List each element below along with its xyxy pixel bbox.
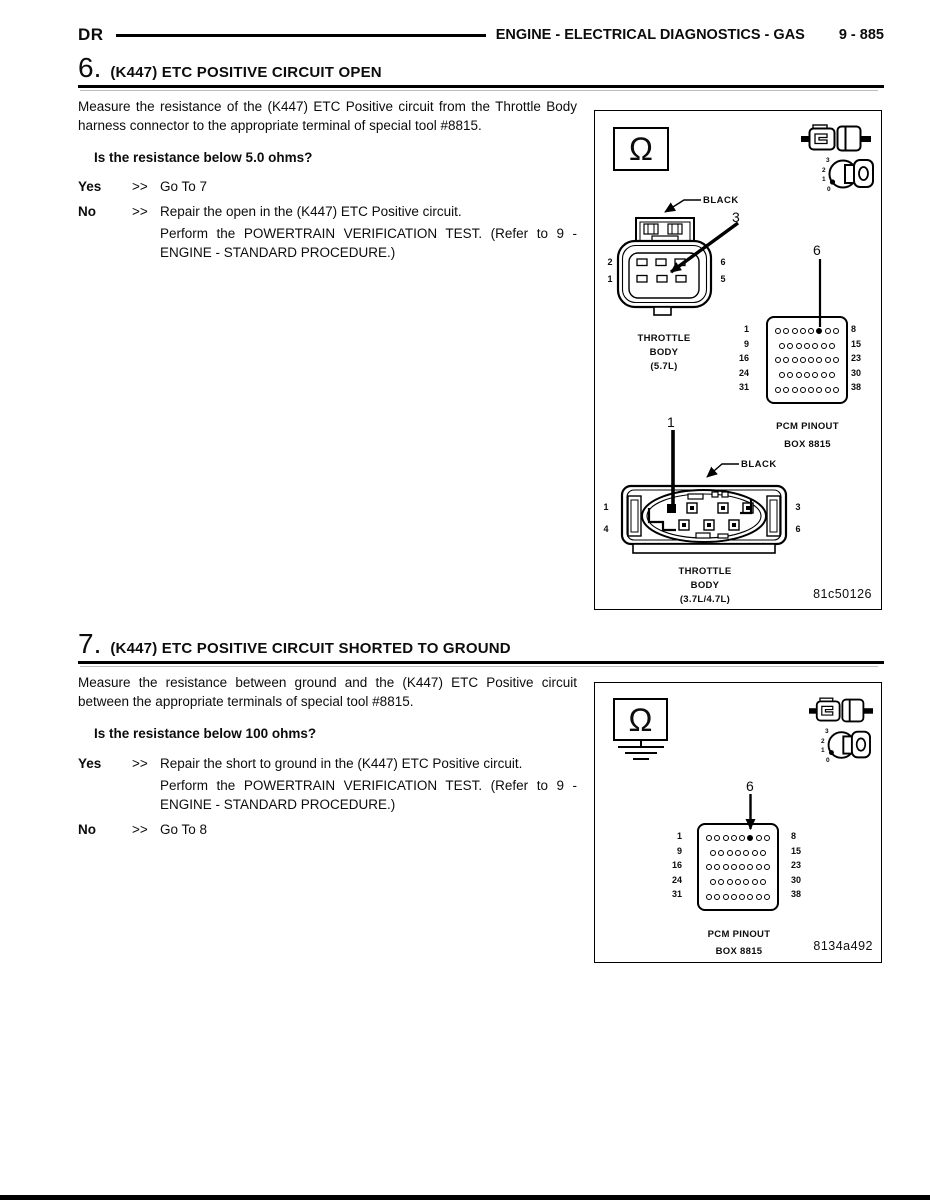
step-7-title [78,628,884,660]
pin-label: 1 [603,502,609,512]
pcm-pin [723,894,729,900]
pcm-pin [731,835,737,841]
pcm-pin-highlighted [747,835,753,841]
pcm-pin [829,372,835,378]
black-callout-label: BLACK [703,195,739,206]
black-callout-label: BLACK [741,459,777,470]
pcm-left-pin-numbers [660,823,682,911]
pcm-pin [756,864,762,870]
ground-symbol-icon [613,740,669,763]
step-7-question: Is the resistance below 100 ohms? [94,726,317,741]
result-text: Go To 7 [160,179,208,194]
list-item: 24 [671,874,682,885]
pcm-pin [800,328,806,334]
pcm-pin [821,372,827,378]
pcm-pin-row [699,889,777,904]
pcm-pin [825,387,831,393]
pcm-pinout-grid [766,316,848,404]
pin-label: 3 [795,502,801,512]
pin-label: 1 [607,274,613,284]
pcm-pin [783,387,789,393]
pcm-pin [825,357,831,363]
dial-tool-icon [827,725,873,765]
model-code: DR [78,25,104,44]
list-item: 1 [743,324,749,334]
throttle-body-37-caption [655,565,755,607]
pcm-pin [731,894,737,900]
pcm-pin [714,835,720,841]
result-arrow: >> [132,822,148,837]
pcm-pin [792,387,798,393]
pin-label: 4 [603,524,609,534]
pcm-pin [816,387,822,393]
pcm-pin [787,372,793,378]
list-item: 38 [851,382,862,393]
step-6-heading: (K447) ETC POSITIVE CIRCUIT OPEN [110,64,382,81]
list-item: (3.7L/4.7L) [679,594,731,605]
pcm-pin [739,835,745,841]
result-text: Perform the POWERTRAIN VERIFICATION TEST. (Refer to 9 - ENGINE - STANDARD PROCEDURE.) [160,226,577,260]
list-item: 9 [676,845,682,856]
list-item: (5.7L) [650,361,678,372]
pcm-pin [779,372,785,378]
result-arrow: >> [132,179,148,194]
pcm-pin [792,357,798,363]
pcm-pin [816,357,822,363]
list-item: BOX 8815 [784,439,831,450]
list-item: 38 [791,889,802,900]
pcm-pin-row [768,339,846,354]
pcm-pin [760,850,766,856]
result-label: Yes [78,756,102,771]
pcm-pin [804,343,810,349]
pcm-pin-row [699,831,777,846]
step-7-heading: (K447) ETC POSITIVE CIRCUIT SHORTED TO GROUND [110,640,511,657]
pcm-pin [756,894,762,900]
pcm-pin-row [699,875,777,890]
list-item: BODY [649,347,679,358]
step-6-body: Measure the resistance of the (K447) ETC Positive circuit from the Throttle Body harness connector to the appropriate terminal of special tool #8815. [78,99,577,133]
result-label: No [78,204,96,219]
pcm-pin [833,387,839,393]
pcm-pin [796,372,802,378]
list-item: 23 [851,353,862,364]
pcm-pin [800,387,806,393]
pcm-pin [743,850,749,856]
list-item: 16 [738,353,749,364]
result-no [78,202,577,262]
list-item: BODY [690,580,720,591]
pcm-pin [775,357,781,363]
pcm-pin [727,850,733,856]
step-6-number: 6. [78,52,102,83]
pcm-pin [714,894,720,900]
step-7-body: Measure the resistance between ground and the (K447) ETC Positive circuit between the appropriate terminals of special tool #8815. [78,675,577,709]
list-item: 30 [791,874,802,885]
pcm-pin [739,864,745,870]
step-6-question: Is the resistance below 5.0 ohms? [94,150,313,165]
list-item: 30 [851,367,862,378]
list-item: THROTTLE [678,566,732,577]
list-item: 3 [825,728,829,735]
list-item: 2 [822,166,826,174]
pcm-pin [706,835,712,841]
pcm-pin [752,850,758,856]
list-item: PCM PINOUT [776,421,839,432]
pcm-pin [792,328,798,334]
list-item: 31 [671,889,682,900]
pcm-pin [812,372,818,378]
section-title: ENGINE - ELECTRICAL DIAGNOSTICS - GAS [495,27,805,43]
throttle-body-57-caption [614,332,714,374]
page-number: 9 - 885 [838,27,884,43]
throttle-body-connector-oval [619,484,789,556]
result-no [78,820,577,839]
result-label: Yes [78,179,102,194]
pcm-pinout-grid [697,823,779,911]
list-item: 1 [821,747,825,754]
pcm-pin [743,879,749,885]
result-text: Repair the open in the (K447) ETC Positive circuit. [160,204,462,219]
pcm-pin [739,894,745,900]
throttle-body-connector-6pin [616,215,713,317]
result-arrow: >> [132,756,148,771]
result-yes [78,754,577,814]
page-bottom-rule [0,1195,930,1200]
list-item: 9 [743,338,749,349]
pcm-pinout-caption [689,927,789,960]
pcm-pin [821,343,827,349]
list-item: 8 [791,831,797,841]
pcm-pin [800,357,806,363]
pcm-pin [833,328,839,334]
list-item: 23 [791,860,802,871]
result-yes [78,177,577,196]
list-item: 0 [826,756,830,764]
pcm-pin-row [768,353,846,368]
list-item: 31 [738,382,749,393]
pcm-left-pin-numbers [727,316,749,404]
pcm-pin [783,328,789,334]
pcm-pin [787,343,793,349]
pcm-right-pin-numbers [851,316,873,404]
list-item: 15 [851,338,862,349]
pcm-pin [764,894,770,900]
pcm-pin [779,343,785,349]
figure-etc-short-diagram [594,682,882,963]
pcm-pin [825,328,831,334]
title-rule [78,661,884,664]
pcm-pin [727,879,733,885]
pin6-pointer-label: 6 [813,242,821,258]
pin3-pointer-label: 3 [732,209,740,225]
pcm-pin [731,864,737,870]
step-7-number: 7. [78,628,102,659]
ohm-symbol: Ω [628,701,653,738]
result-arrow: >> [132,204,148,219]
pcm-pin [752,879,758,885]
pcm-pin [714,864,720,870]
result-text: Go To 8 [160,822,208,837]
pcm-pin [706,864,712,870]
pcm-pin [812,343,818,349]
pcm-pin [723,835,729,841]
figure-id: 8134a492 [813,939,873,953]
list-item: BOX 8815 [715,945,763,957]
pin-label: 6 [720,257,726,267]
pcm-pin [829,343,835,349]
ohmmeter-icon [613,127,669,171]
figure-etc-open-diagram [594,110,882,610]
pcm-pin [747,864,753,870]
pcm-pin [796,343,802,349]
pcm-pin [760,879,766,885]
list-item: 0 [827,185,831,193]
pcm-pinout-caption [757,418,858,454]
pcm-pin-row [699,846,777,861]
list-item: 1 [676,831,682,841]
pin6-pointer-label: 6 [746,778,754,794]
pcm-right-pin-numbers [791,823,813,911]
pcm-pin-row [768,382,846,397]
pcm-pin [783,357,789,363]
pin-label: 6 [795,524,801,534]
pin-label: 2 [607,257,613,267]
pcm-pin [747,894,753,900]
pcm-pin [833,357,839,363]
result-text: Repair the short to ground in the (K447) ETC Positive circuit. [160,756,523,771]
pcm-pin-row [768,368,846,383]
list-item: THROTTLE [637,333,691,344]
pcm-pin [808,387,814,393]
ohm-symbol: Ω [629,131,653,167]
pcm-pin-row [699,860,777,875]
pcm-pin [723,864,729,870]
page-header [78,25,884,45]
pcm-pin [718,879,724,885]
list-item: 3 [826,157,830,164]
pcm-pin [804,372,810,378]
probe-adapter-icon [801,124,871,153]
pcm-pin [775,387,781,393]
pcm-pin [808,328,814,334]
header-rule [116,34,486,37]
pcm-pin-highlighted [816,328,822,334]
list-item: 1 [822,176,826,183]
pcm-pin [808,357,814,363]
pcm-pin [764,864,770,870]
pin-label: 5 [720,274,726,284]
pcm-pin [756,835,762,841]
list-item: 24 [738,367,749,378]
dial-tool-icon [828,153,876,195]
title-rule [78,85,884,88]
pcm-pin [710,879,716,885]
pcm-pin [710,850,716,856]
pcm-pin [718,850,724,856]
pcm-pin [764,835,770,841]
list-item: 16 [671,860,682,871]
probe-adapter-icon [809,697,873,724]
result-text: Perform the POWERTRAIN VERIFICATION TEST. (Refer to 9 - ENGINE - STANDARD PROCEDURE.) [160,778,577,812]
pcm-pin [775,328,781,334]
list-item: 15 [791,845,802,856]
list-item: 8 [851,324,857,334]
pcm-pin [735,879,741,885]
ohmmeter-ground-icon [613,698,668,741]
pcm-pin [706,894,712,900]
step-6-title [78,52,884,84]
list-item: PCM PINOUT [707,929,771,940]
figure-id: 81c50126 [813,587,872,601]
result-label: No [78,822,96,837]
pcm-pin-row [768,324,846,339]
list-item: 2 [821,737,825,745]
pin1-pointer-label: 1 [667,414,675,430]
pcm-pin [735,850,741,856]
